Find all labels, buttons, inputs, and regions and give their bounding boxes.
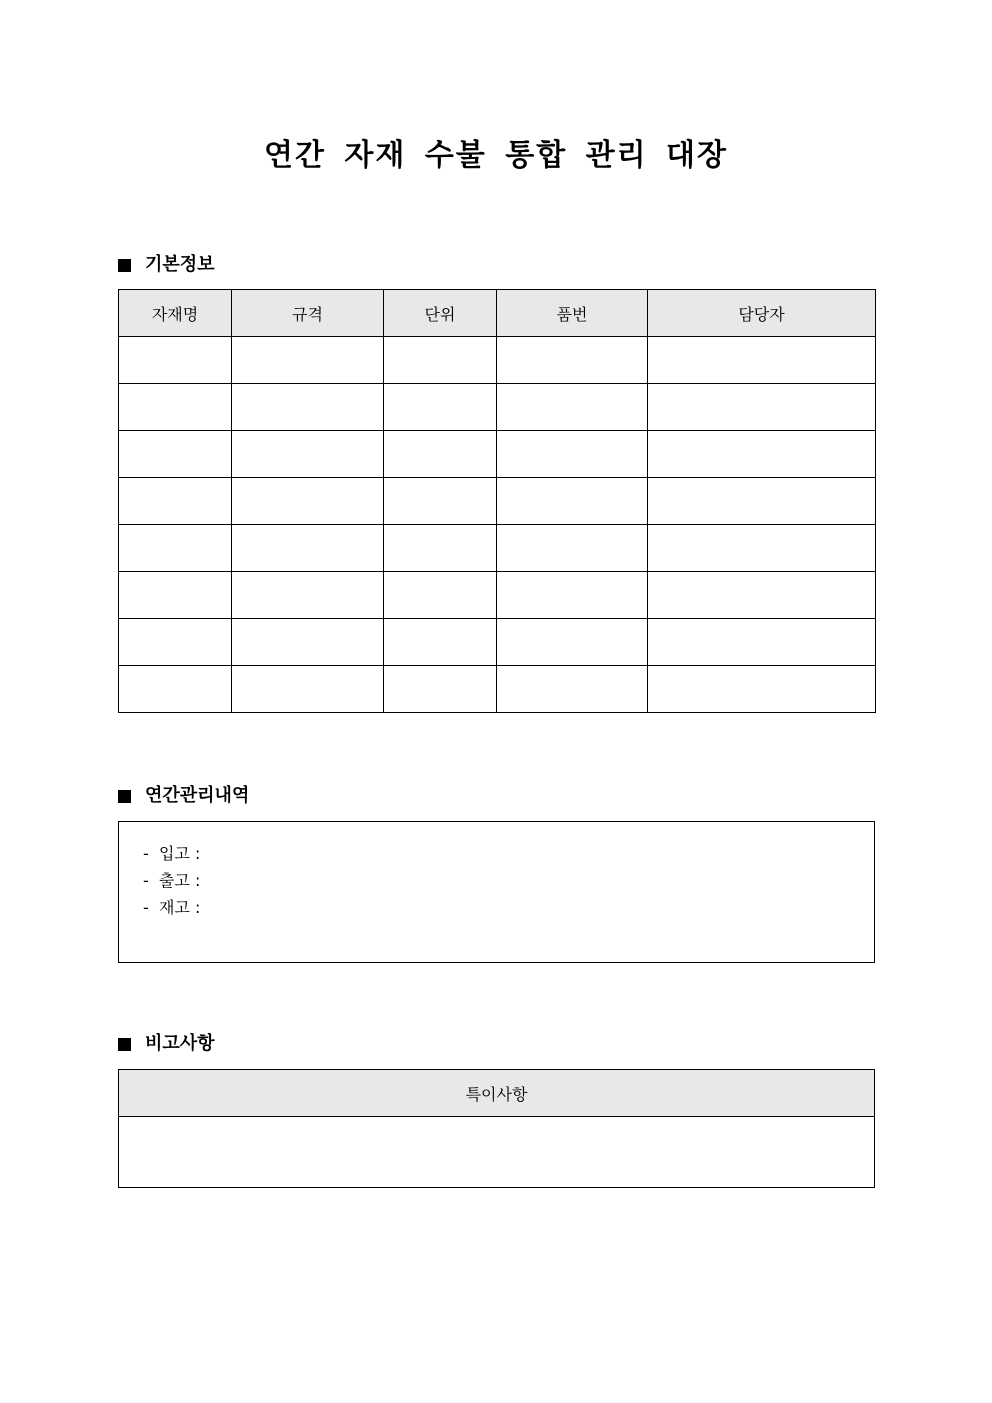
table-cell[interactable] (119, 525, 232, 572)
column-header-unit: 단위 (384, 290, 497, 337)
table-cell[interactable] (232, 572, 384, 619)
section-heading-remarks (118, 1032, 215, 1056)
square-bullet-icon (118, 1038, 131, 1051)
table-row (119, 619, 876, 666)
table-cell[interactable] (648, 619, 876, 666)
table-row (119, 478, 876, 525)
remarks-table (118, 1069, 875, 1188)
column-header-spec: 규격 (232, 290, 384, 337)
list-dash: - (143, 844, 149, 863)
annual-management-box (118, 821, 875, 963)
remarks-content-cell[interactable] (119, 1117, 875, 1188)
table-cell[interactable] (384, 525, 497, 572)
table-cell[interactable] (384, 619, 497, 666)
square-bullet-icon (118, 790, 131, 803)
table-cell[interactable] (384, 384, 497, 431)
table-cell[interactable] (232, 525, 384, 572)
table-cell[interactable] (384, 666, 497, 713)
table-cell[interactable] (384, 337, 497, 384)
basic-info-table (118, 289, 876, 713)
column-header-special-notes: 특이사항 (119, 1070, 875, 1117)
table-cell[interactable] (497, 431, 648, 478)
table-cell[interactable] (648, 572, 876, 619)
table-cell[interactable] (648, 666, 876, 713)
table-cell[interactable] (232, 619, 384, 666)
section-heading-annual-management (118, 784, 249, 808)
table-cell[interactable] (119, 666, 232, 713)
table-cell[interactable] (232, 431, 384, 478)
table-cell[interactable] (648, 525, 876, 572)
list-item-separator: : (194, 898, 201, 917)
square-bullet-icon (118, 259, 131, 272)
list-item-label: 입고 (158, 844, 190, 863)
table-cell[interactable] (384, 431, 497, 478)
table-cell[interactable] (119, 431, 232, 478)
table-cell[interactable] (232, 478, 384, 525)
section-heading-basic-info (118, 253, 215, 277)
list-item-incoming (143, 840, 205, 867)
table-row (119, 337, 876, 384)
table-cell[interactable] (119, 619, 232, 666)
page-title: 연간 자재 수불 통합 관리 대장 (264, 138, 728, 173)
table-cell[interactable] (497, 337, 648, 384)
section-heading-label: 연간관리내역 (145, 785, 250, 806)
table-cell[interactable] (384, 572, 497, 619)
table-header-row (119, 1070, 875, 1117)
column-header-manager: 담당자 (648, 290, 876, 337)
table-row (119, 572, 876, 619)
table-row (119, 525, 876, 572)
table-cell[interactable] (497, 572, 648, 619)
table-row (119, 431, 876, 478)
list-item-label: 재고 (158, 898, 190, 917)
table-cell[interactable] (119, 384, 232, 431)
table-cell[interactable] (119, 478, 232, 525)
section-heading-label: 비고사항 (145, 1033, 215, 1054)
table-cell[interactable] (648, 478, 876, 525)
table-cell[interactable] (497, 619, 648, 666)
column-header-part-number: 품번 (497, 290, 648, 337)
table-cell[interactable] (497, 666, 648, 713)
table-cell[interactable] (232, 337, 384, 384)
list-item-label: 출고 (158, 871, 190, 890)
table-cell[interactable] (497, 384, 648, 431)
list-item-separator: : (194, 871, 201, 890)
annual-management-list (143, 840, 205, 921)
table-cell[interactable] (648, 431, 876, 478)
section-heading-label: 기본정보 (145, 254, 215, 275)
table-cell[interactable] (497, 478, 648, 525)
table-cell[interactable] (119, 572, 232, 619)
table-cell[interactable] (497, 525, 648, 572)
list-item-separator: : (194, 844, 201, 863)
table-cell[interactable] (232, 666, 384, 713)
table-row (119, 666, 876, 713)
table-row (119, 384, 876, 431)
table-cell[interactable] (648, 384, 876, 431)
list-dash: - (143, 871, 149, 890)
list-item-stock (143, 894, 205, 921)
table-cell[interactable] (648, 337, 876, 384)
list-dash: - (143, 898, 149, 917)
table-cell[interactable] (384, 478, 497, 525)
table-cell[interactable] (119, 337, 232, 384)
table-cell[interactable] (232, 384, 384, 431)
column-header-material-name: 자재명 (119, 290, 232, 337)
table-row (119, 1117, 875, 1188)
list-item-outgoing (143, 867, 205, 894)
table-header-row (119, 290, 876, 337)
